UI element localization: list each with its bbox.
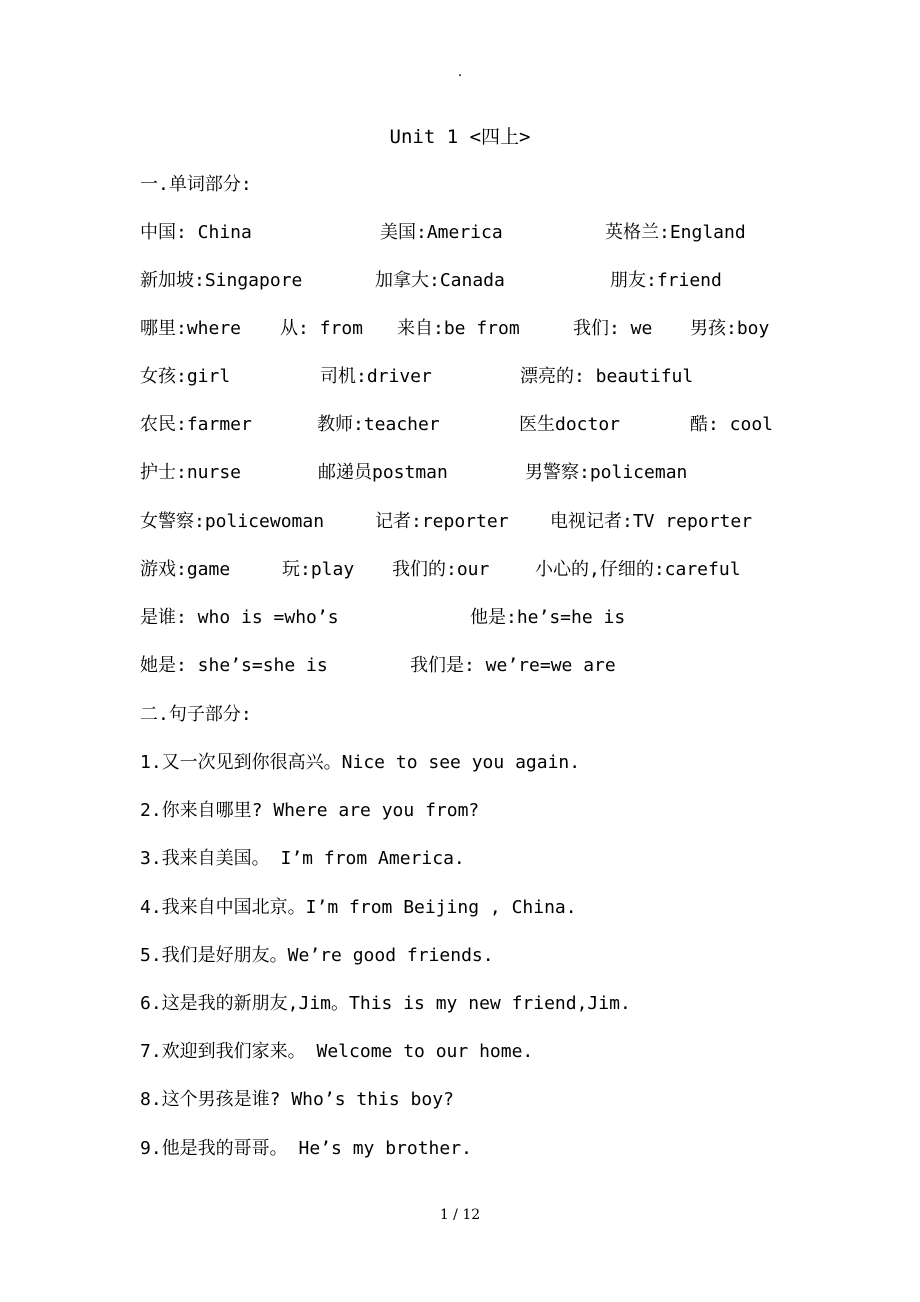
vocab-entry: 游戏:game — [140, 559, 231, 580]
vocab-entry: 记者:reporter — [375, 511, 509, 532]
header-mark: . — [457, 64, 463, 80]
sentence-item: 3.我来自美国。 I’m from America. — [140, 848, 465, 869]
vocab-entry: 她是: she’s=she is — [140, 655, 328, 676]
page-number: 1 / 12 — [439, 1207, 481, 1223]
vocab-row — [140, 218, 800, 248]
page-title: Unit 1 <四上> — [389, 126, 531, 148]
vocab-entry: 漂亮的: beautiful — [520, 366, 694, 387]
vocab-entry: 司机:driver — [320, 366, 432, 387]
sentence-item: 5.我们是好朋友。We’re good friends. — [140, 945, 494, 966]
vocab-entry: 来自:be from — [397, 318, 520, 339]
vocab-entry: 电视记者:TV reporter — [550, 511, 753, 532]
sentence-item: 8.这个男孩是谁? Who’s this boy? — [140, 1089, 454, 1110]
vocab-heading: 一.单词部分: — [140, 174, 252, 195]
sentence-item: 7.欢迎到我们家来。 Welcome to our home. — [140, 1041, 534, 1062]
vocab-entry: 女警察:policewoman — [140, 511, 325, 532]
vocab-row — [140, 314, 800, 344]
vocab-entry: 我们的:our — [392, 559, 490, 580]
sentence-item: 4.我来自中国北京。I’m from Beijing , China. — [140, 897, 577, 918]
vocab-entry: 是谁: who is =who’s — [140, 607, 339, 628]
vocab-entry: 英格兰:England — [605, 222, 746, 243]
vocab-entry: 教师:teacher — [317, 414, 440, 435]
vocab-entry: 医生doctor — [519, 414, 621, 435]
sentences-heading: 二.句子部分: — [140, 704, 252, 725]
sentence-item: 9.他是我的哥哥。 He’s my brother. — [140, 1138, 472, 1159]
vocab-entry: 酷: cool — [690, 414, 774, 435]
vocab-entry: 小心的,仔细的:careful — [535, 559, 741, 580]
vocab-row — [140, 458, 800, 488]
vocab-row — [140, 603, 800, 633]
vocab-entry: 新加坡:Singapore — [140, 270, 303, 291]
sentence-item: 2.你来自哪里? Where are you from? — [140, 800, 480, 821]
vocab-entry: 哪里:where — [140, 318, 242, 339]
vocab-entry: 玩:play — [282, 559, 355, 580]
vocab-entry: 男警察:policeman — [525, 462, 688, 483]
sentence-item: 6.这是我的新朋友,Jim。This is my new friend,Jim. — [140, 993, 631, 1014]
vocab-row — [140, 362, 800, 392]
vocab-entry: 护士:nurse — [140, 462, 242, 483]
vocab-entry: 他是:he’s=he is — [470, 607, 626, 628]
vocab-row — [140, 507, 800, 537]
vocab-entry: 男孩:boy — [690, 318, 770, 339]
vocab-entry: 农民:farmer — [140, 414, 252, 435]
vocab-row — [140, 651, 800, 681]
vocab-entry: 从: from — [280, 318, 364, 339]
vocab-entry: 朋友:friend — [610, 270, 722, 291]
vocab-entry: 女孩:girl — [140, 366, 231, 387]
vocab-row — [140, 266, 800, 296]
vocab-entry: 邮递员postman — [318, 462, 448, 483]
vocab-row — [140, 410, 800, 440]
vocab-entry: 我们: we — [573, 318, 653, 339]
vocab-entry: 我们是: we’re=we are — [410, 655, 616, 676]
vocab-entry: 加拿大:Canada — [375, 270, 505, 291]
vocab-entry: 中国: China — [140, 222, 252, 243]
sentence-item: 1.又一次见到你很高兴。Nice to see you again. — [140, 752, 581, 773]
vocab-row — [140, 555, 800, 585]
vocab-entry: 美国:America — [380, 222, 503, 243]
